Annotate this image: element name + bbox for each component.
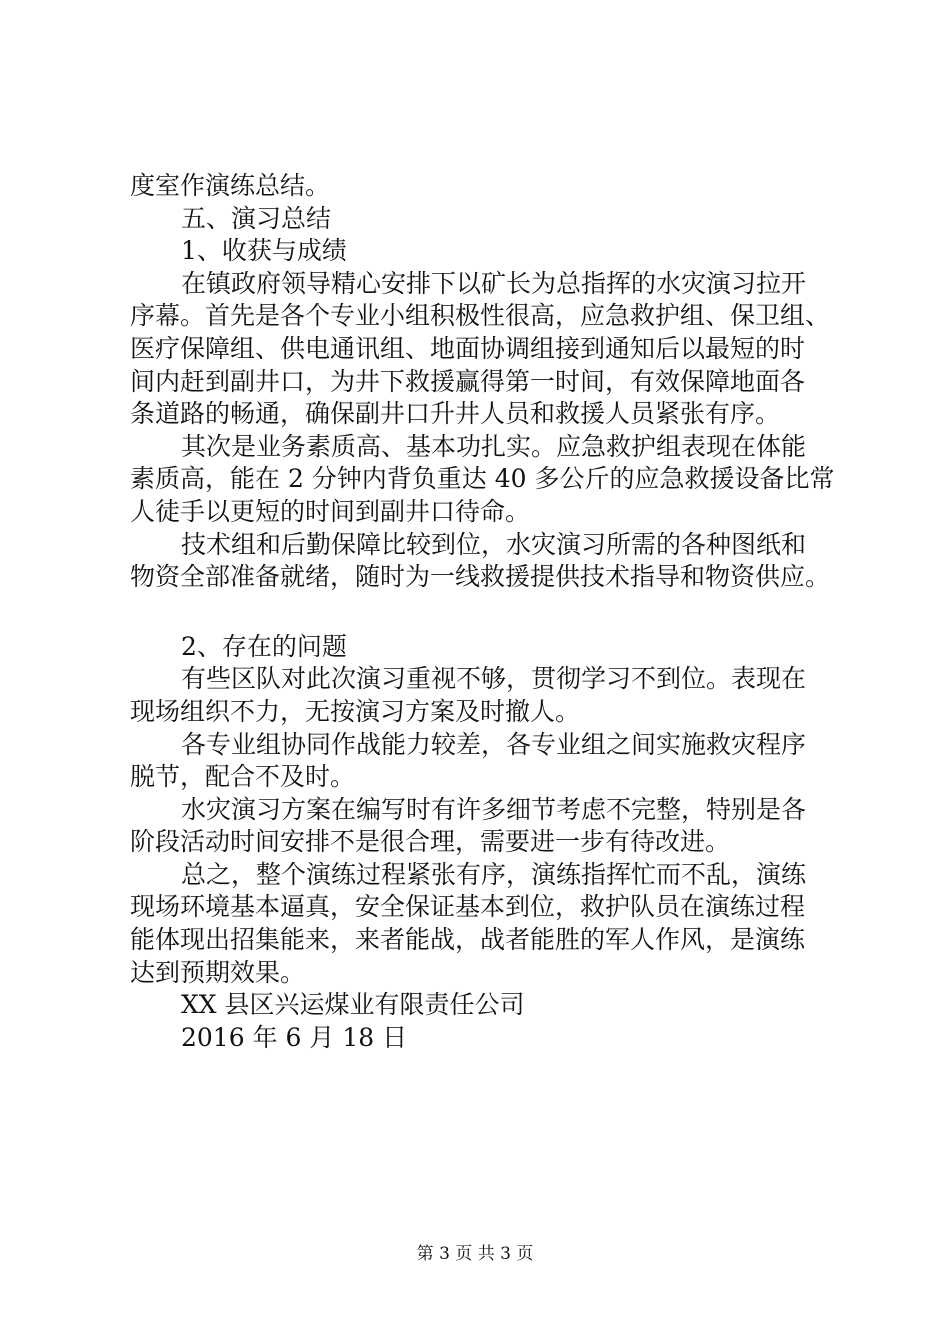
text-line: 人徒手以更短的时间到副井口待命。 [130,496,531,526]
text-line: 各专业组协同作战能力较差，各专业组之间实施救灾程序 [181,729,807,759]
text-line: 阶段活动时间安排不是很合理，需要进一步有待改进。 [130,827,731,857]
text-line: 序幕。首先是各个专业小组积极性很高，应急救护组、保卫组、 [130,301,831,331]
text-line: 能体现出招集能来，来者能战，战者能胜的军人作风，是演练 [130,925,806,955]
text-line: 现场环境基本逼真，安全保证基本到位，救护队员在演练过程 [130,892,806,922]
text-line: 其次是业务素质高、基本功扎实。应急救护组表现在体能 [181,431,807,461]
text-line: 总之，整个演练过程紧张有序，演练指挥忙而不乱，演练 [181,859,807,889]
text-line: 条道路的畅通，确保副井口升井人员和救援人员紧张有序。 [130,399,781,429]
section-summary-achievements [130,170,850,594]
text-line: 达到预期效果。 [130,957,306,987]
text-line: 有些区队对此次演习重视不够，贯彻学习不到位。表现在 [181,664,807,694]
text-line: 技术组和后勤保障比较到位，水灾演习所需的各种图纸和 [181,529,807,559]
text-line: 水灾演习方案在编写时有许多细节考虑不完整，特别是各 [181,794,807,824]
section-problems-conclusion [130,631,850,1055]
document-body [130,170,850,1054]
text-line: 间内赶到副井口，为井下救援赢得第一时间，有效保障地面各 [130,366,806,396]
text-line: 现场组织不力，无按演习方案及时撤人。 [130,696,581,726]
paragraph-gap [130,594,850,631]
page-footer: 第 3 页 共 3 页 [416,1244,534,1264]
text-line: 1、收获与成绩 [181,236,347,266]
text-line: 五、演习总结 [181,203,332,233]
text-line: 素质高，能在 2 分钟内背负重达 40 多公斤的应急救援设备比常 [130,464,835,494]
text-line: 医疗保障组、供电通讯组、地面协调组接到通知后以最短的时 [130,333,806,363]
text-line: 物资全部准备就绪，随时为一线救援提供技术指导和物资供应。 [130,562,831,592]
text-line: 在镇政府领导精心安排下以矿长为总指挥的水灾演习拉开 [181,268,807,298]
text-line: XX 县区兴运煤业有限责任公司 [181,990,525,1020]
text-line: 2016 年 6 月 18 日 [181,1022,408,1052]
text-line: 脱节，配合不及时。 [130,762,356,792]
text-line: 2、存在的问题 [181,631,347,661]
text-line: 度室作演练总结。 [130,171,331,200]
